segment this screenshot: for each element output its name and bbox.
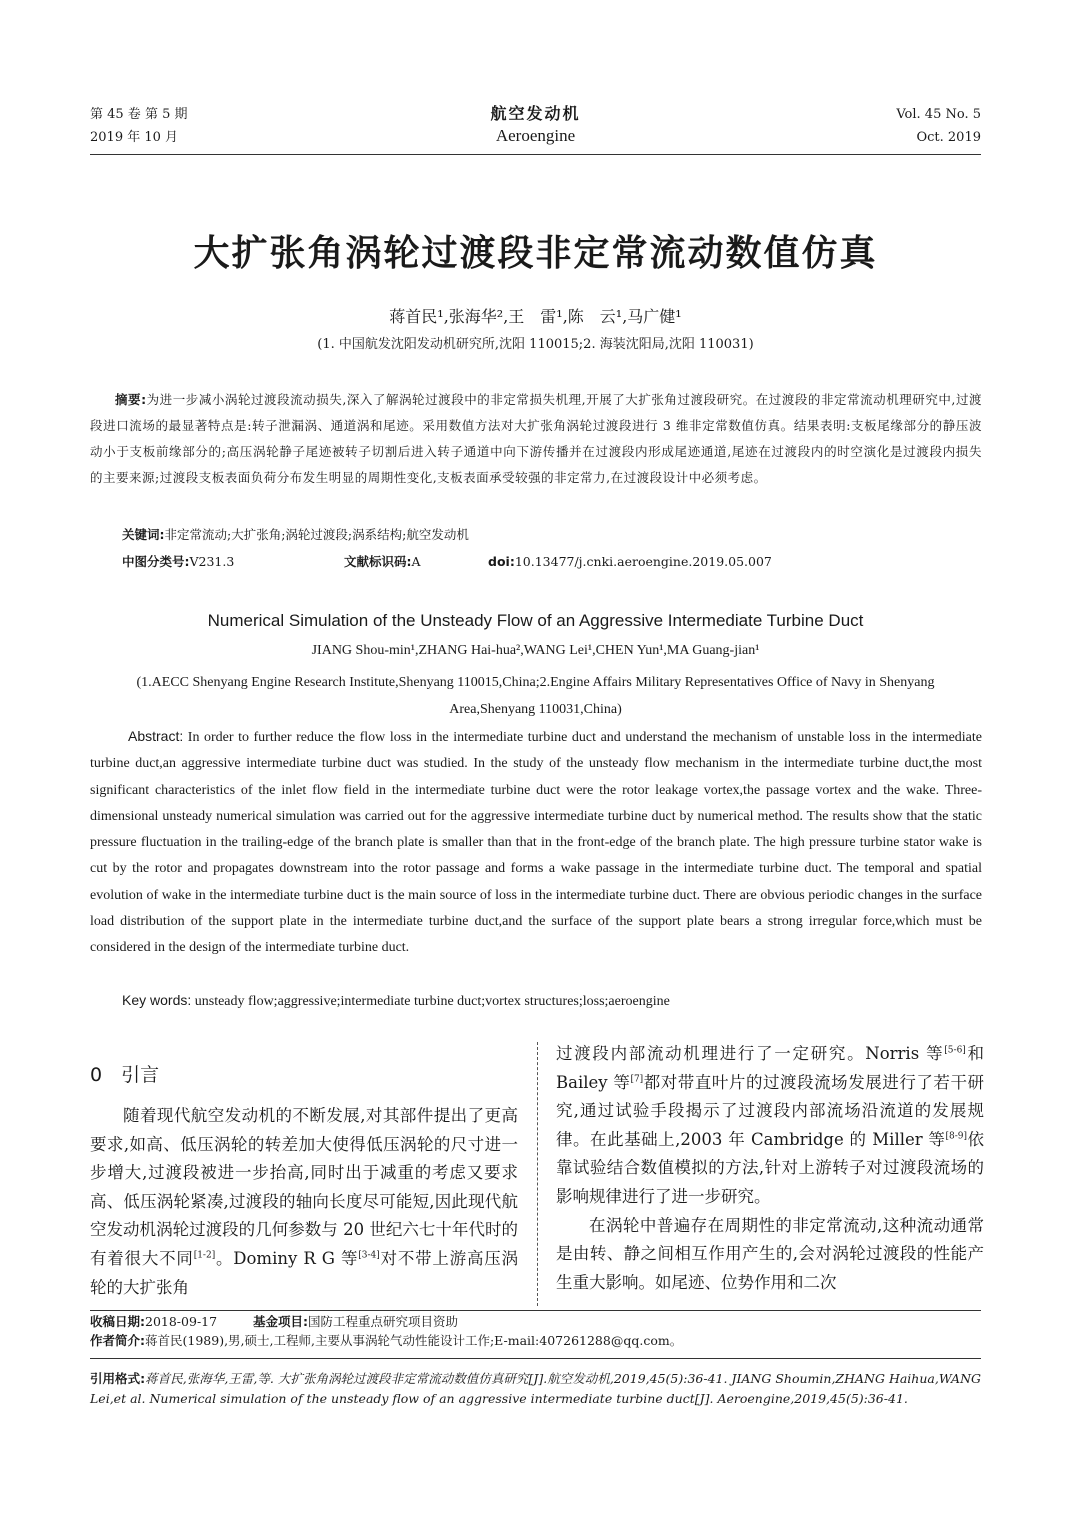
body-column-left — [90, 1040, 518, 1302]
abstract-cn-label: 摘要: — [115, 392, 147, 407]
journal-name-cn: 航空发动机 — [490, 104, 581, 123]
doi-label: doi: — [488, 554, 515, 569]
authors-en: JIANG Shou-min¹,ZHANG Hai-hua²,WANG Lei¹,CHEN Yun¹,MA Guang-jian¹ — [311, 643, 760, 658]
body-text: 。Dominy R G 等 — [215, 1248, 359, 1268]
journal-name-en: Aeroengine — [495, 126, 576, 145]
keywords-en — [122, 988, 670, 1014]
affiliation-cn: (1. 中国航发沈阳发动机研究所,沈阳 110015;2. 海装沈阳局,沈阳 110031) — [317, 337, 754, 352]
clc-code — [122, 549, 234, 575]
citation-ref: [5-6] — [944, 1045, 966, 1056]
paper-title-cn: 大扩张角涡轮过渡段非定常流动数值仿真 — [193, 232, 878, 274]
keywords-cn-label: 关键词: — [122, 527, 165, 542]
abstract-en-label: Abstract: — [128, 728, 184, 744]
affiliation-en: (1.AECC Shenyang Engine Research Institute,Shenyang 110015,China;2.Engine Affairs Military Representatives Office of Navy in Shenyang Area,Shenyang 110031,China) — [136, 675, 935, 717]
keywords-en-text: unsteady flow;aggressive;intermediate turbine duct;vortex structures;loss;aeroengine — [194, 994, 670, 1009]
citation-ref: [3-4] — [358, 1250, 380, 1261]
received-label: 收稿日期: — [90, 1314, 145, 1329]
date-cn: 2019 年 10 月 — [90, 130, 179, 145]
footnote-author-bio — [90, 1331, 981, 1350]
author-bio-label: 作者简介: — [90, 1333, 145, 1348]
body-text: 对不带上游高压涡轮的大扩张角 — [90, 1248, 519, 1297]
body-paragraph — [90, 1102, 518, 1302]
abstract-en-text: In order to further reduce the flow loss in the intermediate turbine duct and understand the mechanism of unstable loss in the intermediate turbine duct,an aggressive intermediate turbine duct was studied. In the study of the unsteady flow mechanism in the intermediate turbine duct,the most significant characteristics of the inlet flow field in the intermediate turbine duct were the rotor leakage vortex,the passage vortex and the wake. Three-dimensional unsteady numerical simulation was carried out for the aggressive intermediate turbine duct by numerical method. The results show that the static pressure fluctuation in the trailing-edge of the branch plate is smaller than that in the front-edge of the branch plate. The high pressure turbine stator wake is cut by the rotor and propagates downstream into the rotor passage and forms a wake passage in the intermediate turbine duct. The temporal and spatial evolution of wake in the intermediate turbine duct is the main source of loss in the intermediate turbine duct. There are obvious periodic changes in the surface load distribution of the support plate in the intermediate turbine duct,and the surface of the support plate bears a strong irregular force,which must be considered in the design of the intermediate turbine duct. — [90, 730, 982, 956]
received-value: 2018-09-17 — [145, 1314, 218, 1329]
doi — [488, 549, 772, 575]
column-divider — [537, 1042, 538, 1306]
body-paragraph: 在涡轮中普遍存在周期性的非定常流动,这种流动通常是由转、静之间相互作用产生的,会对涡轮过渡段的性能产生重大影响。如尾迹、位势作用和二次 — [556, 1215, 984, 1292]
abstract-cn — [90, 387, 982, 491]
citation-ref: [7] — [630, 1074, 644, 1085]
clc-value: V231.3 — [189, 554, 235, 569]
citation-format — [90, 1369, 981, 1409]
footnote-rule — [90, 1310, 981, 1311]
authors-cn: 蒋首民¹,张海华²,王 雷¹,陈 云¹,马广健¹ — [389, 307, 682, 326]
section-heading: 0 引言 — [90, 1064, 160, 1086]
fund-value: 国防工程重点研究项目资助 — [308, 1314, 459, 1329]
keywords-en-label: Key words: — [122, 992, 192, 1008]
doi-value: 10.13477/j.cnki.aeroengine.2019.05.007 — [514, 554, 772, 569]
clc-label: 中图分类号: — [122, 554, 190, 569]
citation-text: 蒋首民,张海华,王雷,等. 大扩张角涡轮过渡段非定常流动数值仿真研究[J].航空发动机,2019,45(5):36-41. JIANG Shoumin,ZHANG Haihua,WANG Lei,et al. Numerical simulation of the unsteady flow of an aggressive intermediate turbine duct[J]. Aeroengine,2019,45(5):36-41. — [90, 1371, 982, 1406]
date-en: Oct. 2019 — [916, 130, 981, 145]
volume-issue-en: Vol. 45 No. 5 — [896, 107, 981, 122]
doc-code-label: 文献标识码: — [344, 554, 412, 569]
body-column-right — [556, 1040, 984, 1297]
running-header — [90, 103, 981, 149]
document-code — [344, 549, 421, 575]
header-right — [896, 103, 981, 149]
keywords-cn — [122, 522, 469, 548]
citation-rule — [90, 1358, 981, 1359]
keywords-cn-text: 非定常流动;大扩张角;涡轮过渡段;涡系结构;航空发动机 — [164, 527, 469, 542]
body-text: 和 Bailey 等 — [556, 1044, 985, 1092]
body-paragraph — [556, 1040, 984, 1212]
volume-issue-cn: 第 45 卷 第 5 期 — [90, 107, 188, 122]
doc-code-value: A — [411, 554, 421, 569]
header-center — [90, 103, 981, 147]
body-text: 随着现代航空发动机的不断发展,对其部件提出了更高要求,如高、低压涡轮的转差加大使得低压涡轮的尺寸进一步增大,过渡段被进一步抬高,同时出于减重的考虑又要求高、低压涡轮紧凑,过渡段的轴向长度尽可能短,因此现代航空发动机涡轮过渡段的几何参数与 20 世纪六七十年代时的有着很大不同 — [90, 1106, 518, 1268]
footnote-received-fund — [90, 1312, 981, 1331]
body-text: 都对带直叶片的过渡段流场发展进行了若干研究,通过试验手段揭示了过渡段内部流场沿流道的发展规律。在此基础上,2003 年 Cambridge 的 Miller 等 — [556, 1072, 984, 1149]
abstract-en — [90, 723, 982, 962]
citation-label: 引用格式: — [90, 1371, 146, 1386]
paper-title-en: Numerical Simulation of the Unsteady Flow of an Aggressive Intermediate Turbine Duct — [207, 611, 864, 630]
body-text: 依靠试验结合数值模拟的方法,针对上游转子对过渡段流场的影响规律进行了进一步研究。 — [556, 1129, 985, 1206]
citation-ref: [1-2] — [193, 1250, 216, 1261]
body-text: 过渡段内部流动机理进行了一定研究。Norris 等 — [556, 1044, 945, 1063]
fund-label: 基金项目: — [253, 1314, 309, 1329]
abstract-cn-text: 为进一步减小涡轮过渡段流动损失,深入了解涡轮过渡段中的非定常损失机理,开展了大扩张角过渡段研究。在过渡段的非定常流动机理研究中,过渡段进口流场的最显著特点是:转子泄漏涡、通道涡和尾迹。采用数值方法对大扩张角涡轮过渡段进行 3 维非定常数值仿真。结果表明:支板尾缘部分的静压波动小于支板前缘部分的;高压涡轮静子尾迹被转子切割后进入转子通道中向下游传播并在过渡段内形成尾迹通道,尾迹在过渡段内的时空演化是过渡段内损失的主要来源;过渡段支板表面负荷分布发生明显的周期性变化,支板表面承受较强的非定常力,在过渡段设计中必须考虑。 — [90, 392, 982, 485]
header-rule — [90, 154, 981, 155]
citation-ref: [8-9] — [945, 1131, 967, 1142]
author-bio-value: 蒋首民(1989),男,硕士,工程师,主要从事涡轮气动性能设计工作;E-mail:407261288@qq.com。 — [145, 1333, 683, 1348]
